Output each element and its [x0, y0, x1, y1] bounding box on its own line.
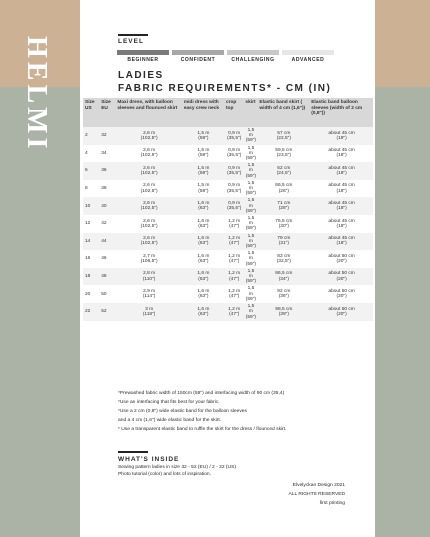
table-header-row [83, 98, 373, 127]
level-divider [118, 34, 148, 36]
table-cell: 6 [83, 162, 99, 180]
table-row [83, 215, 373, 233]
table-cell: 50 [99, 285, 115, 303]
table-cell: 1,2 m (47") [224, 303, 243, 321]
table-cell: 2,6 m (102,5") [115, 180, 181, 198]
whats-inside-text [118, 465, 318, 478]
table-cell: 79 cm (31") [257, 233, 309, 251]
credit-line: first printing [319, 501, 345, 506]
table-cell: 98,5 cm (39") [257, 303, 309, 321]
table-cell: 2,6 m (102,5") [115, 215, 181, 233]
table-cell: about 50 cm (20") [309, 303, 373, 321]
table-cell: 2,6 m (102,5") [115, 197, 181, 215]
table-row [83, 197, 373, 215]
table-cell: 4 [83, 145, 99, 163]
heading-ladies: LADIES [118, 70, 164, 81]
table-cell: 1,6 m (63") [182, 285, 224, 303]
column-header: Size EU [99, 98, 115, 127]
table-cell: about 45 cm (18") [309, 233, 373, 251]
table-cell: 1,5 m (59") [243, 162, 257, 180]
table-cell: about 45 cm (18") [309, 162, 373, 180]
table-cell: 2,6 m (102,5") [115, 162, 181, 180]
level-name: BEGINNER [127, 57, 159, 63]
table-cell: 36 [99, 162, 115, 180]
table-cell: 1,5 m (59") [182, 127, 224, 145]
table-cell: about 45 cm (18") [309, 145, 373, 163]
table-cell: 66,5 cm (26") [257, 180, 309, 198]
table-cell: 1,5 m (59") [243, 197, 257, 215]
table-cell: 0,9 m (35,5") [224, 197, 243, 215]
table-cell: 2,9 m (114") [115, 285, 181, 303]
table-body [83, 127, 373, 321]
table-cell: 1,5 m (59") [243, 145, 257, 163]
table-cell: 1,6 m (63") [182, 233, 224, 251]
table-row [83, 127, 373, 145]
table-cell: 3 m (118") [115, 303, 181, 321]
table-cell: 14 [83, 233, 99, 251]
table-cell: 1,5 m (59") [243, 180, 257, 198]
pattern-title-vertical: HELMI [21, 36, 52, 153]
credit-line: Elvelyckan Design 2021 [292, 483, 345, 488]
level-bar [227, 50, 279, 55]
credits [288, 481, 345, 508]
level-label: LEVEL [118, 38, 144, 45]
table-row [83, 162, 373, 180]
table-cell: 1,5 m (59") [243, 250, 257, 268]
table-cell: 0,9 m (35,5") [224, 127, 243, 145]
table-cell: 1,2 m (47") [224, 285, 243, 303]
table-cell: about 45 cm (18") [309, 197, 373, 215]
whats-inside-line: Sewing pattern ladies in size 32 - 52 (EU) / 2 - 22 (US) [118, 465, 236, 470]
table-cell: 0,9 m (35,5") [224, 145, 243, 163]
table-cell: 1,6 m (63") [182, 215, 224, 233]
table-cell: 0,9 m (35,5") [224, 180, 243, 198]
table-cell: 1,6 m (63") [182, 250, 224, 268]
level-challenging [227, 50, 279, 63]
table-cell: 75,5 cm (30") [257, 215, 309, 233]
table-row [83, 180, 373, 198]
level-bar [172, 50, 224, 55]
column-header: crop top [224, 98, 243, 127]
table-cell: 1,5 m (59") [182, 145, 224, 163]
table-row [83, 250, 373, 268]
table-cell: 8 [83, 180, 99, 198]
table-cell: 2,8 m (110") [115, 268, 181, 286]
table-cell: 1,6 m (63") [182, 268, 224, 286]
table-cell: about 50 cm (20") [309, 285, 373, 303]
table-cell: 0,9 m (35,5") [224, 162, 243, 180]
table-cell: 1,5 m (59") [243, 127, 257, 145]
table-cell: 71 cm (28") [257, 197, 309, 215]
fabric-table [83, 98, 373, 321]
table-cell: 1,5 m (59") [182, 162, 224, 180]
footnote-line: *Use an interfacing that fits best for your fabric. [118, 400, 220, 405]
table-cell: 40 [99, 197, 115, 215]
column-header: skirt [243, 98, 257, 127]
table-cell: 1,2 m (47") [224, 268, 243, 286]
table-cell: 34 [99, 145, 115, 163]
table-row [83, 145, 373, 163]
column-header: Elastic band skirt ( width of 4 cm (1,6")) [257, 98, 309, 127]
table-row [83, 233, 373, 251]
whats-inside-divider [118, 451, 148, 453]
table-cell: 16 [83, 250, 99, 268]
level-name: CHALLENGING [231, 57, 275, 63]
table-cell: about 45 cm (18") [309, 215, 373, 233]
heading-fabric-requirements: FABRIC REQUIREMENTS* - CM (IN) [118, 83, 332, 94]
table-cell: 22 [83, 303, 99, 321]
table-cell: 20 [83, 285, 99, 303]
level-confident [172, 50, 224, 63]
level-beginner [117, 50, 169, 63]
table-cell: 44 [99, 233, 115, 251]
table-cell: 2 [83, 127, 99, 145]
table-cell: 2,6 m (102,5") [115, 127, 181, 145]
table-cell: 2,6 m (102,5") [115, 233, 181, 251]
table-cell: 42 [99, 215, 115, 233]
table-cell: 1,5 m (59") [243, 268, 257, 286]
column-header: Elastic band balloon sleeves (width of 2 cm (0,8")) [309, 98, 373, 127]
table-cell: about 50 cm (20") [309, 268, 373, 286]
table-cell: 1,5 m (59") [243, 303, 257, 321]
column-header: Size US [83, 98, 99, 127]
table-cell: 46 [99, 250, 115, 268]
table-cell: 1,2 m (47") [224, 250, 243, 268]
table-cell: 1,5 m (59") [243, 285, 257, 303]
level-advanced [282, 50, 334, 63]
table-cell: 1,2 m (47") [224, 233, 243, 251]
table-cell: 1,5 m (59") [182, 180, 224, 198]
table-cell: 62 cm (24,5") [257, 162, 309, 180]
table-cell: 18 [83, 268, 99, 286]
table-cell: 32 [99, 127, 115, 145]
table-cell: 1,2 m (47") [224, 215, 243, 233]
table-row [83, 268, 373, 286]
table-cell: 52 [99, 303, 115, 321]
table-cell: 1,5 m (59") [243, 215, 257, 233]
table-cell: 86,5 cm (34") [257, 268, 309, 286]
table-cell: 1,6 m (63") [182, 197, 224, 215]
table-cell: 48 [99, 268, 115, 286]
table-cell: 57 cm (22,5") [257, 127, 309, 145]
table-cell: 59,5 cm (23,5") [257, 145, 309, 163]
footnotes [118, 389, 363, 434]
level-bar [282, 50, 334, 55]
table-cell: 1,6 m (63") [182, 303, 224, 321]
table-row [83, 285, 373, 303]
table-cell: 10 [83, 197, 99, 215]
document-sheet [80, 0, 375, 537]
whats-inside-line: Photo tutorial (color) and lots of inspiration. [118, 471, 211, 477]
table-cell: 1,5 m (59") [243, 233, 257, 251]
table-cell: about 50 cm (20") [309, 250, 373, 268]
table-cell: 12 [83, 215, 99, 233]
credit-line: ALL RIGHTS RESERVED [288, 492, 345, 497]
table-row [83, 303, 373, 321]
level-scale [117, 50, 334, 63]
level-name: CONFIDENT [180, 57, 216, 63]
footnote-line: and a 4 cm (1,6") wide elastic band for the skirt. [118, 418, 222, 423]
table-cell: about 45 cm (18") [309, 127, 373, 145]
table-cell: 2,7 m (106,5") [115, 250, 181, 268]
table-cell: 83 cm (32,5") [257, 250, 309, 268]
footnote-line: * Use a transparent elastic band to ruffle the skirt for the dress / flounced skirt. [118, 427, 287, 432]
footnote-line: *Prewashed fabric width of 150cm (59") and interfacing width of 90 cm (35,4) [118, 391, 285, 396]
column-header: midi dress with easy crew neck [182, 98, 224, 127]
table-cell: about 45 cm (18") [309, 180, 373, 198]
level-bar [117, 50, 169, 55]
table-cell: 92 cm (36") [257, 285, 309, 303]
table-cell: 38 [99, 180, 115, 198]
whats-inside-title: WHAT'S INSIDE [118, 456, 180, 463]
table-cell: 2,6 m (102,5") [115, 145, 181, 163]
footnote-line: *Use a 2 cm (0,8") wide elastic band for the balloon sleeves [118, 409, 247, 414]
level-name: ADVANCED [291, 57, 325, 63]
column-header: Maxi dress, with balloon sleeves and flounced skirt [115, 98, 181, 127]
